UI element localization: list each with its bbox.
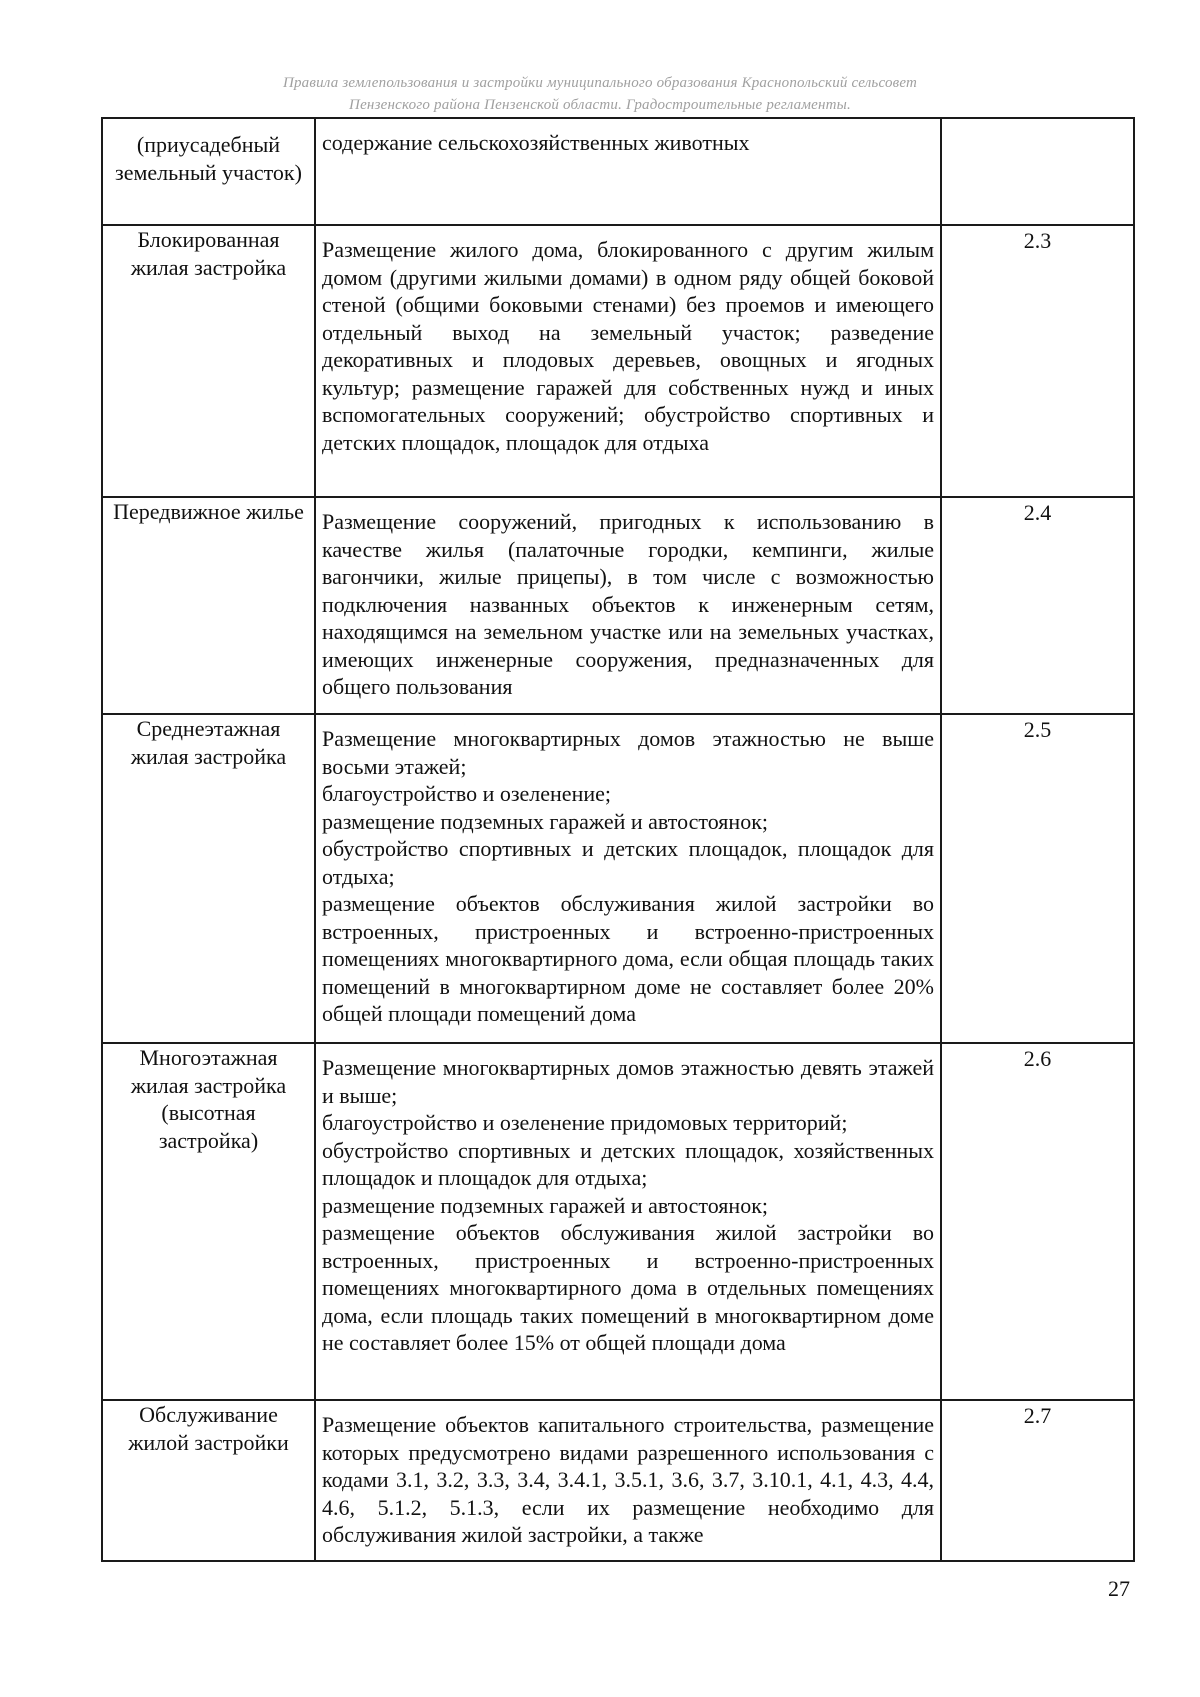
description-paragraph: благоустройство и озеленение;	[322, 781, 611, 806]
table-row	[102, 225, 1134, 497]
use-type-code: 2.6	[941, 1043, 1134, 1400]
description-paragraph: Размещение сооружений, пригодных к использованию в качестве жилья (палаточные городки, кемпинги, жилые вагончики, жилые прицепы), в том числе с возможностью подключения названных объектов к инженерным сетям, находящимся на земельном участке или на земельных участках, имеющих инженерные сооружения, предназначенных для общего пользования	[322, 509, 934, 699]
description-paragraph: размещение объектов обслуживания жилой застройки во встроенных, пристроенных и встроенно-пристроенных помещениях многоквартирного дома в отдельных помещениях дома, если площадь таких помещений в многоквартирном доме не составляет более 15% от общей площади дома	[322, 1220, 934, 1355]
description-paragraph: Размещение объектов капитального строительства, размещение которых предусмотрено видами разрешенного использования с кодами 3.1, 3.2, 3.3, 3.4, 3.4.1, 3.5.1, 3.6, 3.7, 3.10.1, 4.1, 4.3, 4.4, 4.6, 5.1.2, 5.1.3, если их размещение необходимо для обслуживания жилой застройки, а также	[322, 1412, 934, 1547]
use-type-code: 2.5	[941, 714, 1134, 1043]
use-type-description	[315, 1400, 941, 1561]
description-paragraph: обустройство спортивных и детских площадок, хозяйственных площадок и площадок для отдыха;	[322, 1137, 934, 1190]
use-type-name: Блокированная жилая застройка	[102, 225, 315, 497]
use-type-description	[315, 1043, 941, 1400]
use-type-name: (приусадебный земельный участок)	[102, 118, 315, 225]
description-paragraph: размещение подземных гаражей и автостоянок;	[322, 1192, 768, 1218]
use-type-description	[315, 225, 941, 497]
use-type-description	[315, 497, 941, 714]
running-header	[180, 72, 1020, 116]
header-line-1: Правила землепользования и застройки муниципального образования Краснопольский сельсовет	[282, 75, 918, 91]
description-paragraph: благоустройство и озеленение придомовых территорий;	[322, 1110, 848, 1135]
land-use-table	[101, 117, 1135, 1562]
description-paragraph: обустройство спортивных и детских площадок, площадок для отдыха;	[322, 836, 934, 889]
use-type-code: 2.3	[941, 225, 1134, 497]
use-type-description	[315, 118, 941, 225]
description-paragraph: содержание сельскохозяйственных животных	[322, 130, 750, 155]
use-type-description	[315, 714, 941, 1043]
description-paragraph: размещение объектов обслуживания жилой застройки во встроенных, пристроенных и встроенно-пристроенных помещениях многоквартирного дома, если общая площадь таких помещений в многоквартирном доме не составляет более 20% общей площади помещений дома	[322, 891, 934, 1026]
description-paragraph: Размещение многоквартирных домов этажностью не выше восьми этажей;	[322, 726, 934, 779]
use-type-name: Обслуживание жилой застройки	[102, 1400, 315, 1561]
table-body	[102, 118, 1134, 1561]
table-row	[102, 1400, 1134, 1561]
table-row	[102, 714, 1134, 1043]
use-type-code: 2.7	[941, 1400, 1134, 1561]
use-type-code	[941, 118, 1134, 225]
use-type-code: 2.4	[941, 497, 1134, 714]
description-paragraph: Размещение жилого дома, блокированного с другим жилым домом (другими жилыми домами) в одном ряду общей боковой стеной (общими боковыми стенами) без проемов и имеющего отдельный выход на земельный участок; разведение декоративных и плодовых деревьев, овощных и ягодных культур; размещение гаражей для собственных нужд и иных вспомогательных сооружений; обустройство спортивных и детских площадок, площадок для отдыха	[322, 237, 934, 455]
description-paragraph: размещение подземных гаражей и автостоянок;	[322, 808, 768, 834]
use-type-name: Передвижное жилье	[102, 497, 315, 714]
page-number: 27	[1108, 1576, 1130, 1601]
header-line-2: Пензенского района Пензенской области. Градостроительные регламенты.	[349, 97, 851, 113]
description-paragraph: Размещение многоквартирных домов этажностью девять этажей и выше;	[322, 1055, 934, 1108]
table-row	[102, 497, 1134, 714]
use-type-name: Многоэтажная жилая застройка (высотная застройка)	[102, 1043, 315, 1400]
use-type-name: Среднеэтажная жилая застройка	[102, 714, 315, 1043]
table-row	[102, 118, 1134, 225]
table-row	[102, 1043, 1134, 1400]
